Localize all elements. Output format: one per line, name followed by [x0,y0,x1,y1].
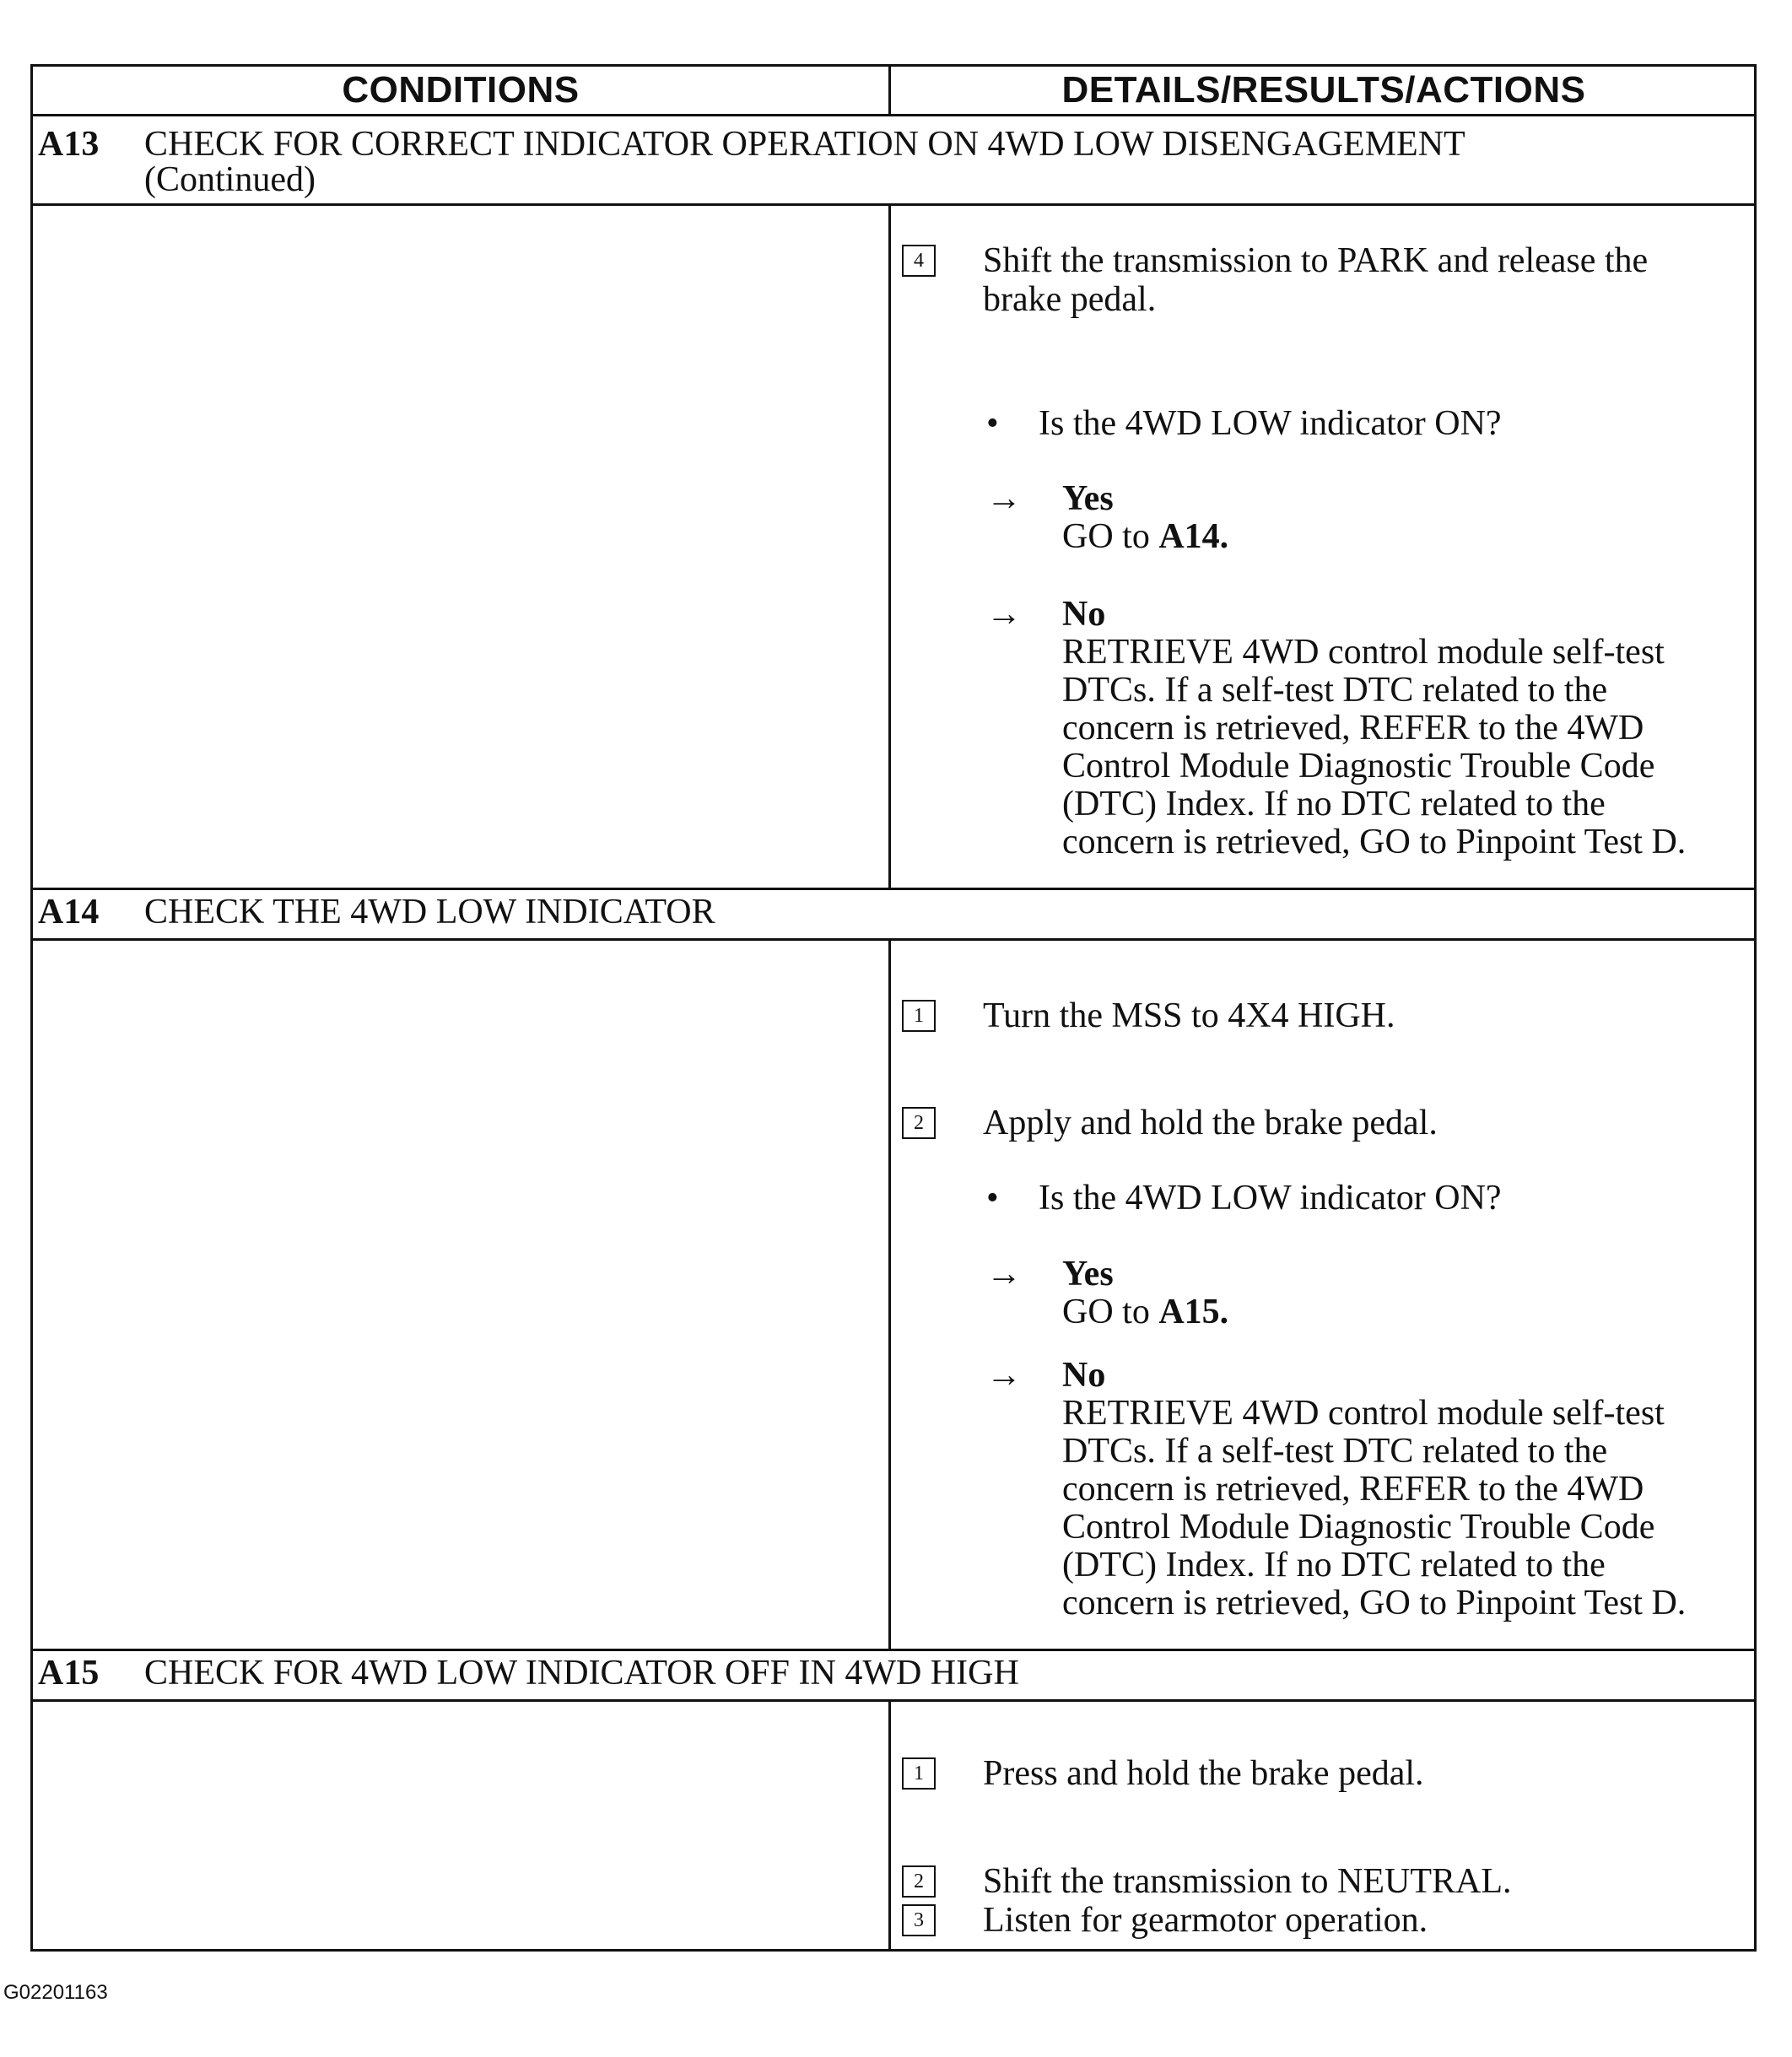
answer-label: No [1062,595,1106,634]
go-to-text: GO to [1062,1293,1150,1331]
answer-line: Control Module Diagnostic Trouble Code [1062,747,1655,786]
step-number-box: 3 [902,1904,936,1936]
arrow-right-icon: → [986,1356,1022,1395]
answer-line: (DTC) Index. If no DTC related to the [1062,785,1606,823]
section-rule [33,888,1754,890]
answer-line: (DTC) Index. If no DTC related to the [1062,1546,1606,1585]
section-code: A13 [38,125,100,164]
answer-line: concern is retrieved, GO to Pinpoint Test D. [1062,823,1687,861]
step-number-box: 2 [902,1865,936,1898]
step-text: Turn the MSS to 4X4 HIGH. [983,996,1395,1035]
step-text: Listen for gearmotor operation. [983,1901,1428,1940]
question-text: Is the 4WD LOW indicator ON? [1039,404,1502,443]
step-text: Shift the transmission to PARK and release the brake pedal. [983,241,1649,319]
answer-line: DTCs. If a self-test DTC related to the [1062,1432,1608,1471]
go-to-target: A14. [1158,517,1229,556]
answer-line: RETRIEVE 4WD control module self-test [1062,1394,1665,1433]
column-divider [888,938,891,1649]
answer-label: No [1062,1356,1106,1395]
go-to-target: A15. [1158,1293,1229,1331]
answer-line: Control Module Diagnostic Trouble Code [1062,1508,1655,1547]
answer-line: DTCs. If a self-test DTC related to the [1062,671,1608,710]
section-title: CHECK FOR 4WD LOW INDICATOR OFF IN 4WD HIGH [144,1654,1019,1693]
section-title: CHECK THE 4WD LOW INDICATOR [144,893,715,931]
step-number-box: 4 [902,245,936,277]
answer-line: RETRIEVE 4WD control module self-test [1062,633,1665,672]
conditions-header: CONDITIONS [342,69,580,111]
step-number-box: 1 [902,1757,936,1790]
step-number-box: 2 [902,1107,936,1139]
answer-line: concern is retrieved, REFER to the 4WD [1062,1470,1644,1509]
section-rule [33,1699,1754,1702]
bullet-icon: • [986,404,999,443]
section-subtitle: (Continued) [144,160,316,199]
section-title: CHECK FOR CORRECT INDICATOR OPERATION ON 4WD LOW DISENGAGEMENT [144,125,1465,164]
step-text: Shift the transmission to NEUTRAL. [983,1862,1512,1901]
answer-line: concern is retrieved, GO to Pinpoint Test D. [1062,1584,1687,1622]
figure-id: G02201163 [3,1981,108,2004]
answer-label: Yes [1062,1255,1114,1293]
answer-label: Yes [1062,479,1114,518]
answer-line: concern is retrieved, REFER to the 4WD [1062,709,1644,748]
step-number-box: 1 [902,1000,936,1032]
bullet-icon: • [986,1179,999,1217]
section-rule [33,938,1754,941]
arrow-right-icon: → [986,595,1022,634]
details-header: DETAILS/RESULTS/ACTIONS [1061,69,1586,111]
arrow-right-icon: → [986,1255,1022,1293]
column-divider [888,203,891,888]
step-text: Press and hold the brake pedal. [983,1754,1424,1793]
section-rule [33,203,1754,206]
arrow-right-icon: → [986,479,1022,518]
go-to-text: GO to [1062,517,1150,556]
step-text: Apply and hold the brake pedal. [983,1104,1438,1142]
diagnostic-table [30,64,1757,1952]
column-divider [888,1699,891,1952]
section-code: A14 [38,893,100,931]
question-text: Is the 4WD LOW indicator ON? [1039,1179,1502,1217]
header-rule [33,114,1754,116]
header-divider [888,67,891,114]
section-code: A15 [38,1654,100,1693]
section-rule [33,1649,1754,1651]
